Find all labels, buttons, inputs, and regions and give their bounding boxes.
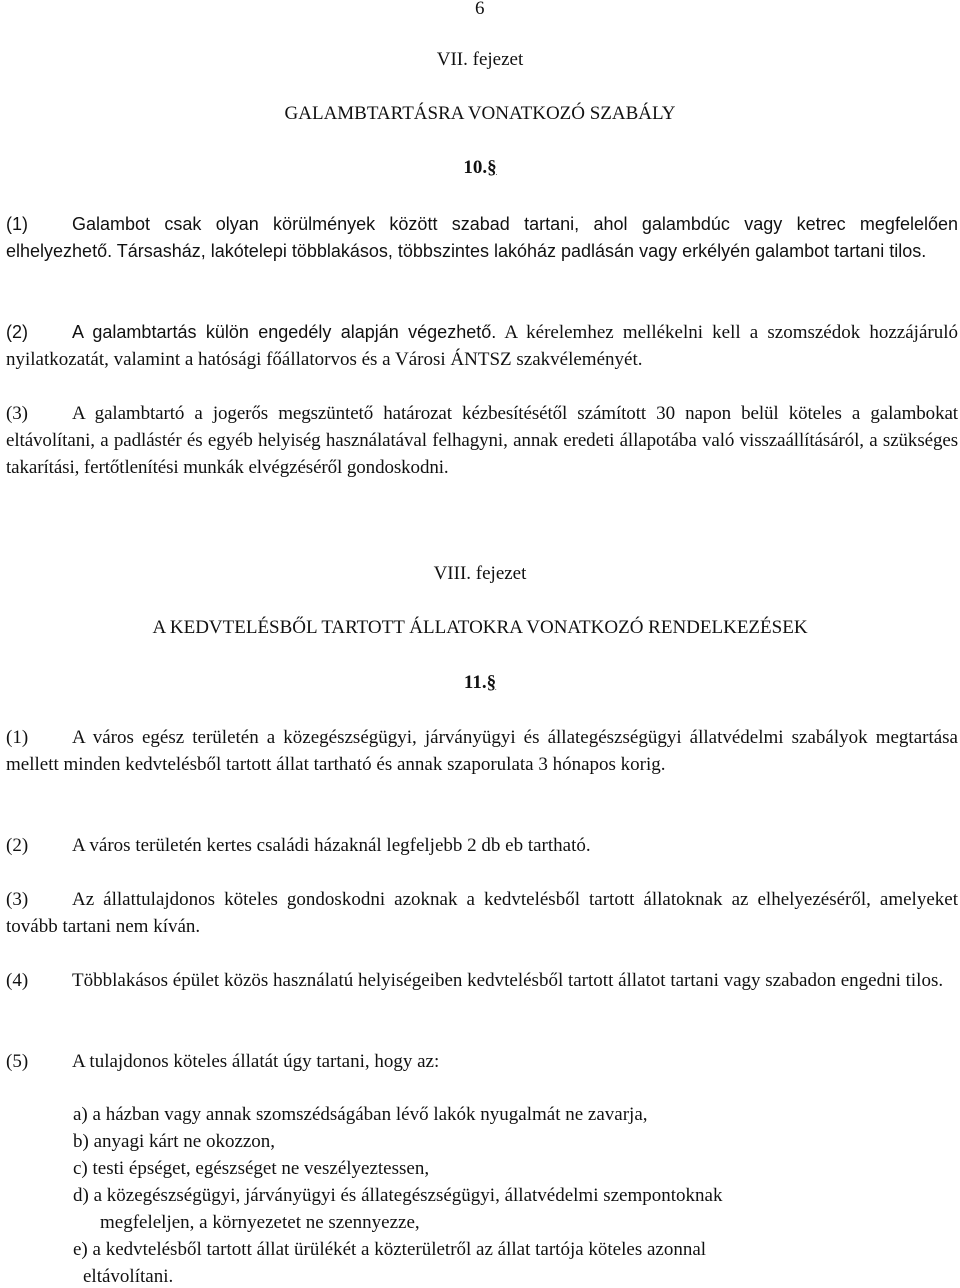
page-number: 6 [475,0,485,19]
ch8-paragraph-5 [6,1048,958,1075]
section-11-heading [0,672,960,694]
list-item-b: b) anyagi kárt ne okozzon, [73,1131,276,1152]
paragraph-number: (2) [6,835,29,856]
ch8-paragraph-2 [6,832,958,859]
paragraph-text: Galambot csak olyan körülmények között szabad tartani, ahol galambdúc vagy ketrec megfelelően elhelyezhető. Társasház, lakótelepi többlakásos, többszintes lakóház padlásán vagy erkélyén galambot tartani tilos. [6,214,958,261]
ch8-paragraph-1 [6,724,958,778]
paragraph-text: Többlakásos épület közös használatú helyiségeiben kedvtelésből tartott állatot tartani vagy szabadon engedni tilos. [72,970,944,991]
section-10-heading [0,157,960,179]
ch8-paragraph-3 [6,886,958,940]
chapter-8-title: A KEDVTELÉSBŐL TARTOTT ÁLLATOKRA VONATKOZÓ RENDELKEZÉSEK [152,617,808,638]
paragraph-number: (3) [6,403,28,424]
chapter-7-title: GALAMBTARTÁSRA VONATKOZÓ SZABÁLY [284,103,676,124]
paragraph-number: (1) [6,727,29,748]
list-item-d: d) a közegészségügyi, járványügyi és állategészségügyi, állatvédelmi szempontoknak [73,1185,723,1206]
paragraph-number: (4) [6,970,29,991]
paragraph-text: A város egész területén a közegészségügyi, járványügyi és állategészségügyi állatvédelmi szabályok megtartása mellett minden kedvtelésből tartott állat tartható és annak szaporulata 3 hónapos korig. [6,727,958,775]
list-item-a: a) a házban vagy annak szomszédságában lévő lakók nyugalmát ne zavarja, [73,1104,648,1125]
paragraph-text: A város területén kertes családi házaknál legfeljebb 2 db eb tartható. [72,835,591,856]
ch7-paragraph-2 [6,319,958,373]
list-item-d-continued: megfeleljen, a környezetet ne szennyezze, [100,1212,420,1233]
paragraph-text: Az állattulajdonos köteles gondoskodni azoknak a kedvtelésből tartott állatoknak az elhelyezéséről, amelyeket tovább tartani nem kíván. [6,889,958,937]
section-number: 11. [463,672,487,693]
paragraph-text: A galambtartó a jogerős megszüntető határozat kézbesítésétől számított 30 napon belül köteles a galambokat eltávolítani, a padlástér és egyéb helyiség használatával felhagyni, annak eredeti állapotába való visszaállításáról, a szükséges takarítási, fertőtlenítési munkák elvégzéséről gondoskodni. [6,403,958,478]
list-item-e-continued: eltávolítani. [83,1266,174,1287]
list-item-e: e) a kedvtelésből tartott állat ürülékét a közterületről az állat tartója köteles azonnal [73,1239,707,1260]
ch7-paragraph-1 [6,211,958,265]
paragraph-number: (2) [6,322,28,342]
paragraph-number: (5) [6,1051,29,1072]
paragraph-text-serif: A kérelemhez mellékelni kell a szomszédok hozzájáruló nyilatkozatát, valamint a hatósági főállatorvos és a Városi ÁNTSZ szakvéleményét. [6,322,958,370]
chapter-7-heading: VII. fejezet [436,49,524,70]
section-number: 10. [463,157,488,178]
section-sign: § [486,672,497,693]
paragraph-text-sans: A galambtartás külön engedély alapján végezhető. [72,322,497,342]
ch7-paragraph-3 [6,400,958,481]
paragraph-number: (1) [6,214,28,234]
paragraph-number: (3) [6,889,29,910]
ch8-paragraph-4 [6,967,958,994]
chapter-8-heading: VIII. fejezet [433,563,527,584]
list-item-c: c) testi épséget, egészséget ne veszélyeztessen, [73,1158,430,1179]
section-sign: § [487,157,497,178]
paragraph-text: A tulajdonos köteles állatát úgy tartani, hogy az: [72,1051,440,1072]
